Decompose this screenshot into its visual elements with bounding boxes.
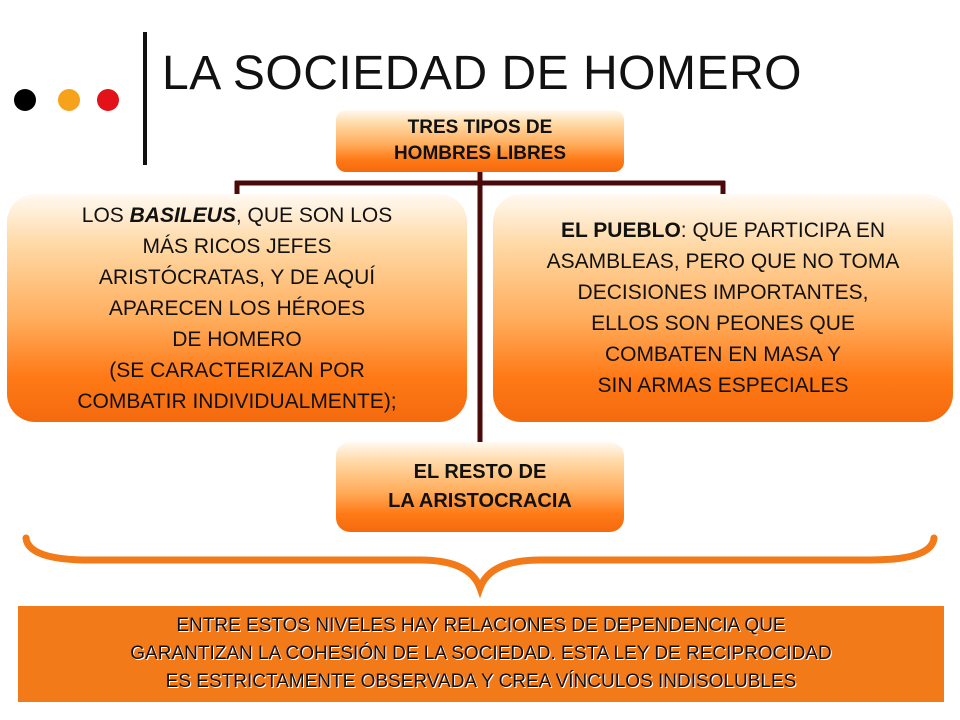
banner-line: ES ESTRICTAMENTE OBSERVADA Y CREA VÍNCULOS INDISOLUBLES — [165, 671, 797, 692]
banner-line: ENTRE ESTOS NIVELES HAY RELACIONES DE DEPENDENCIA QUE — [176, 615, 786, 636]
basileus-line: ARISTÓCRATAS, Y DE AQUÍ — [98, 265, 376, 289]
top-node-line: TRES TIPOS DE — [407, 117, 553, 138]
conclusion-banner — [18, 606, 944, 702]
basileus-suffix: , QUE SON LOS — [235, 203, 393, 227]
basileus-line: COMBATIR INDIVIDUALMENTE); — [77, 389, 397, 413]
pueblo-rest: : QUE PARTICIPA EN — [680, 219, 885, 242]
aristocracia-line: LA ARISTOCRACIA — [388, 490, 572, 512]
banner-line: GARANTIZAN LA COHESIÓN DE LA SOCIEDAD. ESTA LEY DE RECIPROCIDAD — [130, 643, 832, 664]
pueblo-line: ELLOS SON PEONES QUE — [591, 312, 855, 335]
pueblo-line: ASAMBLEAS, PERO QUE NO TOMA — [546, 250, 900, 273]
basileus-line: (SE CARACTERIZAN POR — [109, 358, 365, 382]
basileus-line: DE HOMERO — [172, 327, 302, 351]
aristocracia-line: EL RESTO DE — [413, 461, 547, 483]
slide-title: LA SOCIEDAD DE HOMERO — [162, 47, 802, 100]
top-node-line: HOMBRES LIBRES — [393, 143, 567, 164]
pueblo-line: SIN ARMAS ESPECIALES — [597, 374, 849, 397]
basileus-line: APARECEN LOS HÉROES — [108, 296, 366, 320]
basileus-prefix: LOS — [81, 203, 130, 227]
pueblo-line: COMBATEN EN MASA Y — [604, 343, 842, 366]
basileus-term: BASILEUS — [129, 203, 236, 227]
curly-brace-path — [26, 538, 934, 588]
basileus-line: MÁS RICOS JEFES — [142, 234, 332, 258]
pueblo-line: DECISIONES IMPORTANTES, — [577, 281, 869, 304]
pueblo-term: EL PUEBLO — [560, 219, 681, 242]
